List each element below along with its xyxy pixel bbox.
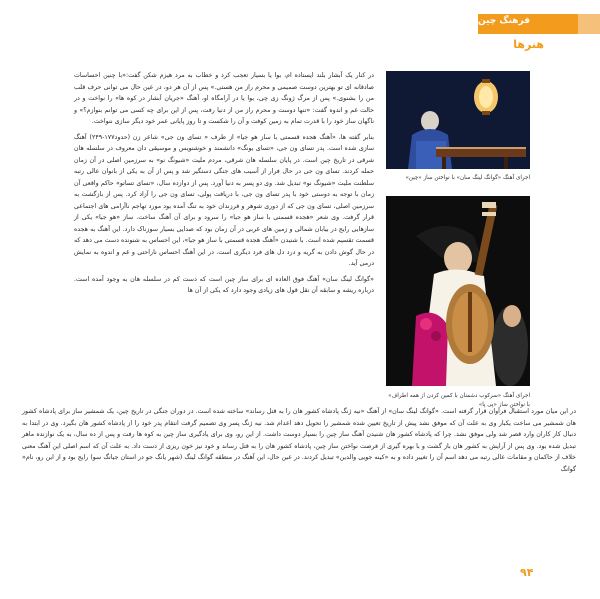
page-number: ۹۴ (520, 566, 534, 579)
paragraph-1: در کنار یک آبشار بلند ایستاده ام، بوا یا بسیار تعجب کرد و خطاب به مرد هیزم شکن گفت:«با چنین احساسات صادقانه ای تو بهترین دوست صمیمی و محرم راز من هستی.» پس از آن هر دو، در عین حال می توانی حرف قلب من را بشنوی.» پس از مرگ ژونگ زی چی، بوا یا در آرامگاه او، آهنگ «جریان آبشار در کوه ها» را نواخت و در حالت غم و اندوه گفت: «تنها دوست و محرم راز من از دنیا رفت، پس از این برای چه کسی می توانم بنوازم؟» و ناگهان ساز خود را با قدرت تمام به زمین کوفت و آن را شکست و تا روز پایانی عمر خود دیگر سازی ننواخت. (74, 72, 374, 125)
body-text-top (74, 70, 374, 301)
figure-caption-1: اجرای آهنگ «گوانگ لینگ سان» با نواختن ساز «چین» (405, 175, 530, 181)
section-title: فرهنگ چین (477, 16, 530, 26)
pipa-performer-photo (386, 196, 530, 386)
figure-caption-2: اجرای آهنگ «سرکوب دشمنان با کمین کردن از همه اطراف» با نواختن ساز «پی پا» (388, 393, 530, 408)
chinese-zither-performer-photo (386, 71, 530, 169)
page-header (0, 14, 600, 58)
paragraph-2: بنابر گفته ها، «آهنگ هجده قسمتی با ساز هو جیا» از طرف « تسای ون جی» شاعر زن (حدود۱۷۷-۲۴۹) آهنگ سازی شده است. پدر تسای ون جی، «تسای یونگ» دانشمند و خوشنویس و موسیقی دان معروف در سلسله هان شرقی در تاریخ چین است. در پایان سلسله هان شرقی، مردم ملیت «شیونگ نو» به سرزمین اصلی در آن زمان حمله کردند. تسای ون جی در حال فرار از آسیب های جنگی دستگیر شد و پس از آن به یکی از بانوان عالی رتبه سلطنت ملیت «شیونگ نو» تبدیل شد. وی دو پسر به دنیا آورد. پس از دوازده سال، «تسای تساتو» حاکم واقعی آن زمان با توجه به دوستی خود با پدر تسای ون جی، با دریافت پولی، تسای ون جی را آزاد کرد. پس از بازگشت به سرزمین اصلی، تسای ون جی که از دوری شوهر و فرزندان خود به تنگ آمده بود مورد تهاجم ناآرامی های اجتماعی قرار گرفت. وی شعر «هجده قسمتی با ساز هو جیا» را سرود و برای آن آهنگ ساخت. ساز «هو جیا» یکی از سازهایی رایج در بیابان شمالی و زمین های غربی در آن زمان بود که صدایی بسیار سوزناک دارد. این آهنگ به هجده قسمت تقسیم شده است. با شنیدن «آهنگ هجده قسمتی با ساز هو جیا»، این احساس به شنونده دست می دهد که در حال گوش دادن به گریه و درد دل های فرد دیگری است. در این آهنگ احساس ناراحتی و غم و اندوه به نمایش درمی آید. (74, 133, 374, 267)
section-title-bar (478, 14, 578, 34)
page-tab-marker (578, 14, 600, 34)
body-text-bottom (22, 406, 576, 475)
paragraph-4: در این میان مورد استقبال فراوان قرار گرفته است. «گوانگ لینگ سان» از آهنگ «نیه ژنگ پادشاه کشور هان را به قتل رساند» ساخته شده است. در دوران جنگی در تاریخ چین، یک شمشیر ساز برای پادشاه کشور هان شمشیر می ساخت یکبار وی به علت آن که موفق نشد پیش از تاریخ تعیین شده شمشیر را تحویل دهد اعدام شد. نیه ژنگ پسر وی تصمیم گرفت انتقام پدر خود را از پادشاه کشور هان بگیرد. وی در ابتدا به دنبال کار کاران وارد قصر شد ولی موفق نشد. چرا که پادشاه کشور هان شنیدن آهنگ ساز چین را بسیار دوست داشت. از این رو، وی برای یادگیری ساز چین به کوه ها رفت و پس از ده سال، به یک نوازنده ماهر تبدیل شده بود. وی پس از آرایش به کشور هان باز گشت و با بهره گیری از فرصت نواختن ساز چین، پادشاه کشور هان را به قتل رساند و خود نیز خون ریزی از دست داد. به علت آن که اسم اصلی این آهنگ معنی خلاف از حاکمان و مقامات عالی رتبه می دهد اسم آن را تغییر داده و به «کینه جویی والدین» تبدیل کردند. در عین حال، این آهنگ در منطقه گوانگ لینگ (شهر یانگ جو در استان جیانگ سو) رایج بود و از این رو، نام« گوانگ (22, 408, 576, 473)
section-subtitle: هنرها (513, 38, 544, 51)
paragraph-3: «گوانگ لینگ سان» آهنگ فوق العاده ای برای ساز چین است که دست کم در سلسله هان به وجود آمده است. درباره ریشه و سابقه آن نقل قول های زیادی وجود دارد که یکی از آن ها (74, 275, 374, 294)
